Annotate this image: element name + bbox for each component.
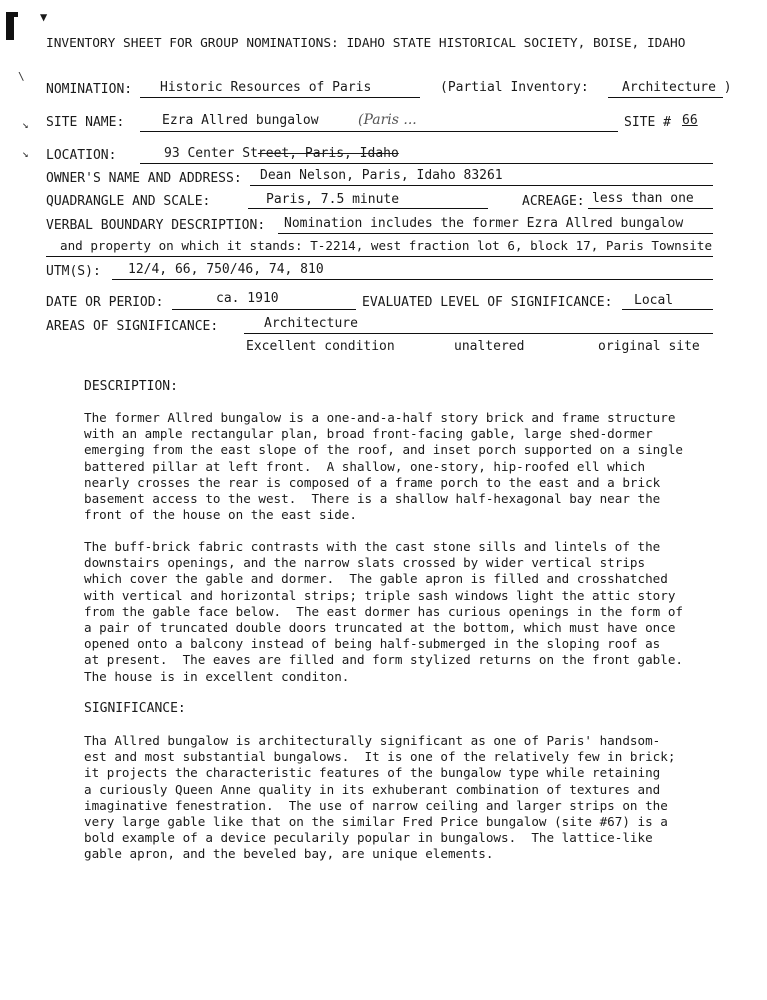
date-underline <box>172 309 356 310</box>
margin-check-mark: ↘ <box>22 118 29 131</box>
site-name-handwritten-note: (Paris ... <box>358 112 417 128</box>
nomination-value: Historic Resources of Paris <box>160 80 372 95</box>
site-number-label: SITE # <box>624 115 671 130</box>
nomination-underline <box>140 97 420 98</box>
level-label: EVALUATED LEVEL OF SIGNIFICANCE: <box>362 295 613 310</box>
partial-inventory-value: Architecture ) <box>622 80 732 95</box>
partial-inventory-label: (Partial Inventory: <box>440 80 589 95</box>
areas-label: AREAS OF SIGNIFICANCE: <box>46 319 219 334</box>
owner-label: OWNER'S NAME AND ADDRESS: <box>46 171 242 186</box>
scan-corner-mark <box>6 12 18 17</box>
site-status-value: original site <box>598 339 700 354</box>
site-name-value: Ezra Allred bungalow <box>162 113 319 128</box>
areas-underline <box>244 333 713 334</box>
date-value: ca. 1910 <box>216 291 279 306</box>
location-label: LOCATION: <box>46 148 117 163</box>
location-struck-text: reet, Paris, Idaho <box>257 146 399 161</box>
acreage-underline <box>588 208 713 209</box>
areas-value: Architecture <box>264 316 358 331</box>
significance-heading: SIGNIFICANCE: <box>84 701 186 716</box>
site-number-value: 66 <box>682 113 698 128</box>
owner-underline <box>250 185 713 186</box>
quadrangle-underline <box>248 208 488 209</box>
margin-mark: \ <box>18 70 25 83</box>
form-title: INVENTORY SHEET FOR GROUP NOMINATIONS: IDAHO STATE HISTORICAL SOCIETY, BOISE, IDAHO <box>46 36 686 51</box>
altered-value: unaltered <box>454 339 525 354</box>
utm-underline <box>112 279 713 280</box>
site-name-label: SITE NAME: <box>46 115 125 130</box>
partial-underline <box>608 97 723 98</box>
owner-value: Dean Nelson, Paris, Idaho 83261 <box>260 168 503 183</box>
description-paragraph-1: The former Allred bungalow is a one-and-a-half story brick and frame structure with an ample rectangular plan, broad front-facing gable, large shed-dormer emerging from the east slope of the roof, and inset porch supported on a single battered pillar at left front. A shallow, one-story, hip-roofed ell which nearly crosses the rear is composed of a frame porch to the east and a brick basement access to the west. There is a shallow half-hexagonal bay near the front of the house on the east side. <box>84 410 683 523</box>
date-label: DATE OR PERIOD: <box>46 295 164 310</box>
nomination-label: NOMINATION: <box>46 82 133 97</box>
acreage-label: ACREAGE: <box>522 194 585 209</box>
margin-tick-mark: ▼ <box>40 10 48 24</box>
utm-value: 12/4, 66, 750/46, 74, 810 <box>128 262 324 277</box>
location-street: 93 Center St <box>164 146 258 161</box>
boundary-label: VERBAL BOUNDARY DESCRIPTION: <box>46 218 266 233</box>
significance-paragraph-1: Tha Allred bungalow is architecturally significant as one of Paris' handsom- est and most substantial bungalows. It is one of the relatively few in brick; it projects the characteristic features of the bungalow type while retaining a curiously Queen Anne quality in its exhuberant combination of textures and imaginative fenestration. The use of narrow ceiling and larger strips on the very large gable like that on the similar Fred Price bungalow (site #67) is a bold example of a device pecularily popular in bungalows. The lattice-like gable apron, and the beveled bay, are unique elements. <box>84 733 676 862</box>
acreage-value: less than one <box>592 191 694 206</box>
boundary-value-line-1: Nomination includes the former Ezra Allred bungalow <box>284 216 684 231</box>
condition-value: Excellent condition <box>246 339 395 354</box>
site-name-underline <box>140 131 618 132</box>
description-paragraph-2: The buff-brick fabric contrasts with the cast stone sills and lintels of the downstairs openings, and the narrow slats crossed by wider vertical strips which cover the gable and dormer. The gable apron is filled and crosshatched with vertical and horizontal strips; triple sash windows light the attic story from the gable face below. The east dormer has curious openings in the form of a pair of truncated double doors truncated at the bottom, which must have once opened onto a balcony instead of being half-submerged in the sloping roof as at present. The eaves are filled and form stylized returns on the front gable. The house is in excellent conditon. <box>84 539 683 684</box>
quadrangle-label: QUADRANGLE AND SCALE: <box>46 194 211 209</box>
margin-check-mark: ↘ <box>22 147 29 160</box>
location-underline <box>140 163 713 164</box>
description-heading: DESCRIPTION: <box>84 379 178 394</box>
quadrangle-value: Paris, 7.5 minute <box>266 192 400 207</box>
level-underline <box>622 309 713 310</box>
location-value <box>164 146 399 161</box>
boundary-underline-2 <box>46 256 713 257</box>
boundary-underline-1 <box>278 233 713 234</box>
level-value: Local <box>634 293 674 308</box>
utm-label: UTM(S): <box>46 264 101 279</box>
boundary-value-line-2: and property on which it stands: T-2214, west fraction lot 6, block 17, Paris Townsite <box>60 238 713 253</box>
